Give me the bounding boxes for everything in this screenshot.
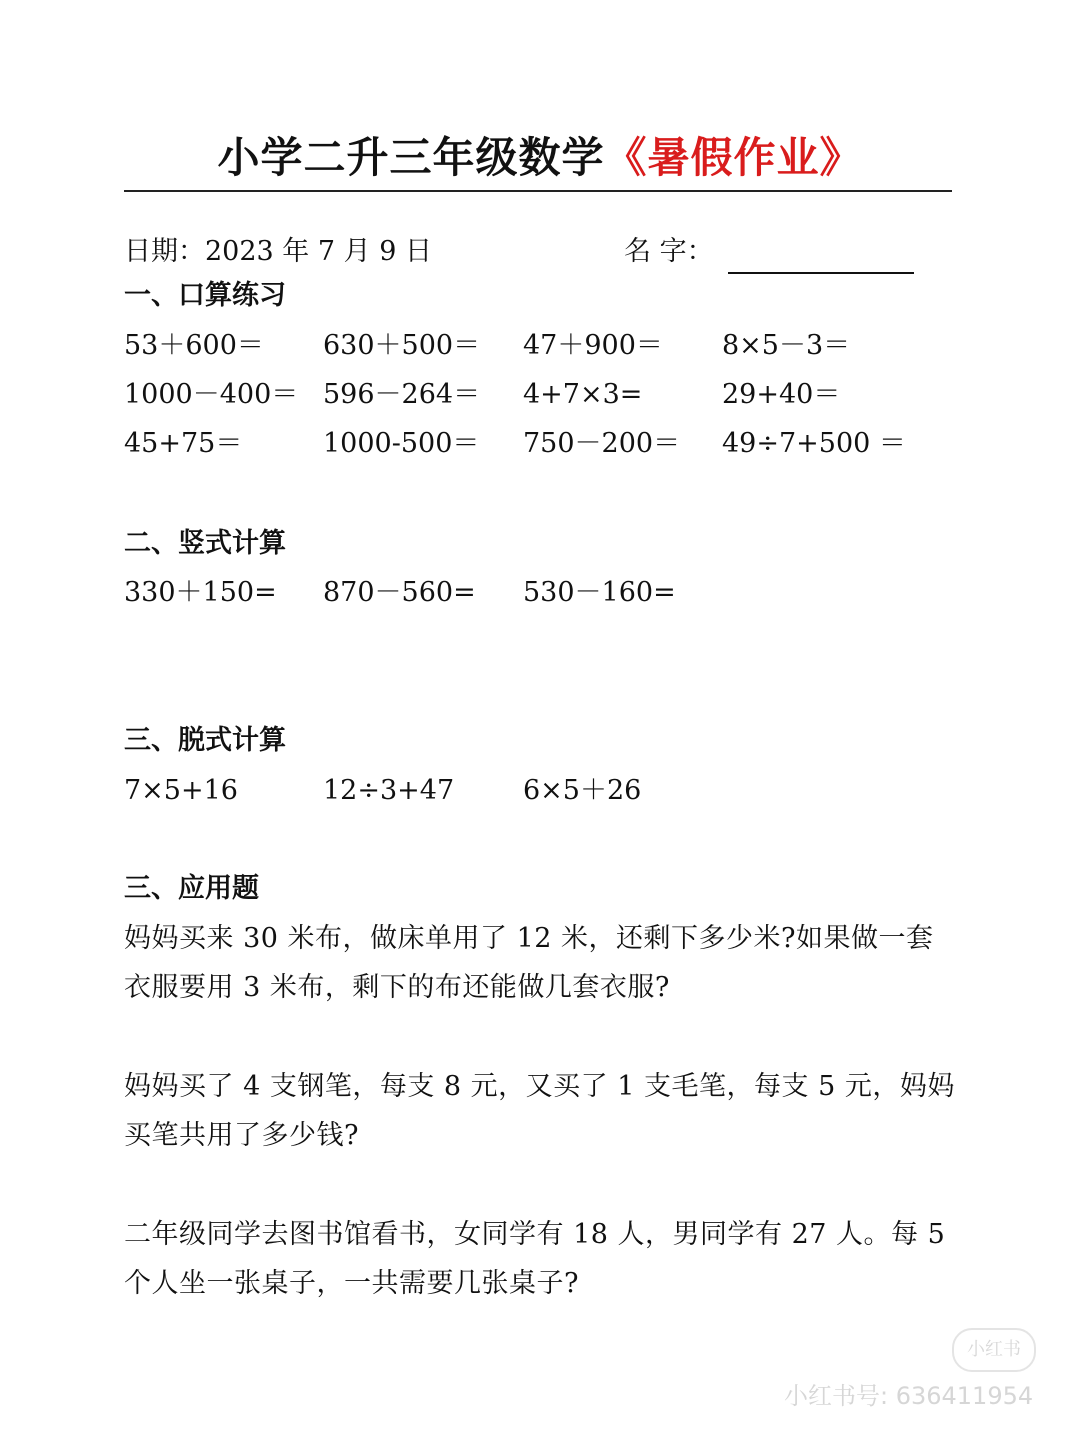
oral-item: 750－200＝ [523,428,681,459]
section-heading-oral: 一、口算练习 [124,280,286,311]
name-label: 名 字： [624,236,714,267]
name-field[interactable] [624,232,914,274]
watermark-id: 小红书号: 636411954 [784,1382,1034,1410]
oral-item: 8×5－3＝ [722,330,851,361]
stepwise-item: 7×5+16 [124,775,238,806]
oral-item: 45+75＝ [124,428,243,459]
section-heading-word-problems: 三、应用题 [124,873,259,904]
section-heading-vertical: 二、竖式计算 [124,528,286,559]
stepwise-item: 6×5＋26 [523,775,642,806]
oral-item: 596－264＝ [323,379,481,410]
section-heading-stepwise: 三、脱式计算 [124,725,286,756]
name-blank-line[interactable] [728,232,914,274]
oral-item: 630＋500＝ [323,330,481,361]
oral-item: 29+40＝ [722,379,841,410]
title-accent: 《暑假作业》 [604,133,863,182]
watermark-logo: 小红书 [952,1328,1036,1372]
word-problem: 妈妈买来 30 米布，做床单用了 12 米，还剩下多少米?如果做一套衣服要用 3 米布，剩下的布还能做几套衣服? [124,923,934,1003]
word-problem: 妈妈买了 4 支钢笔，每支 8 元，又买了 1 支毛笔，每支 5 元，妈妈买笔共用了多少钱? [124,1071,955,1151]
vertical-item: 530－160= [523,577,676,608]
oral-item: 49÷7+500 ＝ [722,428,906,459]
oral-item: 4+7×3= [523,379,643,410]
oral-item: 1000-500＝ [323,428,480,459]
oral-item: 53＋600＝ [124,330,264,361]
title-main: 小学二升三年级数学 [217,133,605,182]
date-line: 日期：2023 年 7 月 9 日 [124,236,432,267]
vertical-item: 870－560= [323,577,476,608]
word-problem: 二年级同学去图书馆看书，女同学有 18 人，男同学有 27 人。每 5 个人坐一张桌子，一共需要几张桌子? [124,1219,946,1299]
oral-item: 47＋900＝ [523,330,663,361]
title-divider [124,190,952,192]
oral-item: 1000－400＝ [124,379,299,410]
page-title [0,128,1080,188]
vertical-item: 330＋150= [124,577,277,608]
stepwise-item: 12÷3+47 [323,775,455,806]
